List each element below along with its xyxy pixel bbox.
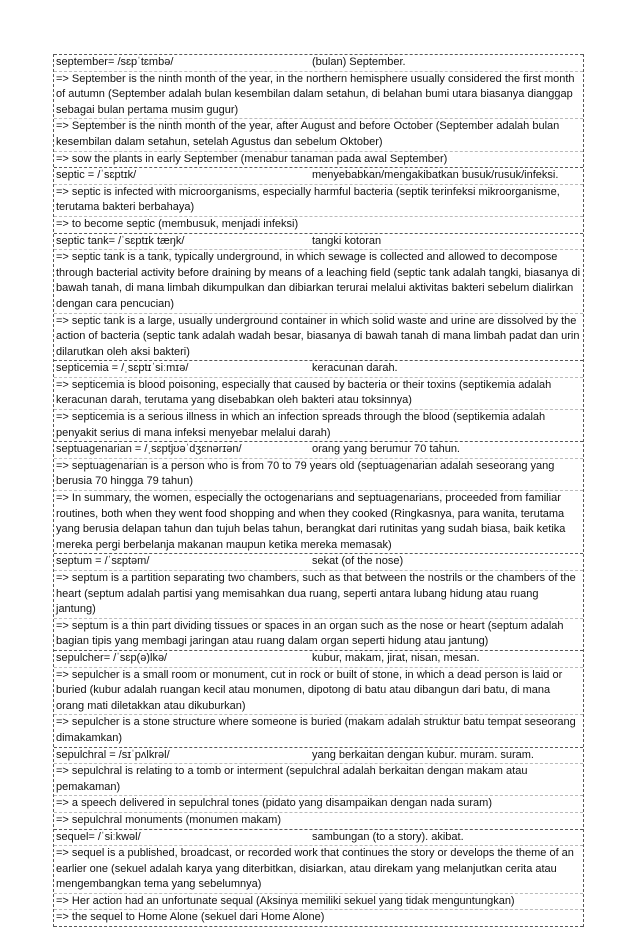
dictionary-entry: [54, 650, 583, 747]
entry-example: => sow the plants in early September (menabur tanaman pada awal September): [54, 151, 583, 168]
entry-example: => In summary, the women, especially the octogenarians and septuagenarians, proceeded from familiar routines, both when they went food shopping and when they cooked (Ringkasnya, para wanita, terutama yang berusia delapan tahun dan tujuh belas tahun, berangkat dari rutinitas yang sudah biasa, baik ketika mereka pergi berbelanja makanan maupun ketika mereka memasak): [54, 490, 583, 553]
entry-meaning: sambungan (to a story). akibat.: [312, 830, 581, 846]
entry-example: => sequel is a published, broadcast, or recorded work that continues the story or develops the theme of an earlier one (sekuel adalah karya yang diterbitkan, disiarkan, atau direkam yang melanjutkan cerita atau mengembangkan tema yang sebelumnya): [54, 845, 583, 893]
entry-example: => septum is a thin part dividing tissues or spaces in an organ such as the nose or heart (septum adalah bagian tipis yang membagi jaringan atau ruang dalam organ seperti hidung atau jantung): [54, 618, 583, 650]
entry-heading: [54, 234, 583, 250]
entry-example: => a speech delivered in sepulchral tones (pidato yang disampaikan dengan nada suram): [54, 795, 583, 812]
entry-example: => September is the ninth month of the year, after August and before October (September adalah bulan kesembilan dalam setahun, setelah Agustus dan sebelum Oktober): [54, 118, 583, 150]
entry-meaning: kubur, makam, jirat, nisan, mesan.: [312, 651, 581, 667]
entry-term: septum = /ˈsɛptəm/: [56, 554, 312, 570]
dictionary-entry: [54, 441, 583, 553]
entry-meaning: tangki kotoran: [312, 234, 581, 250]
entry-example: => septic is infected with microorganisms, especially harmful bacteria (septik terinfeksi mikroorganisme, terutama bakteri berbahaya): [54, 184, 583, 216]
entry-example: => sepulchral is relating to a tomb or interment (sepulchral adalah berkaitan dengan makam atau pemakaman): [54, 763, 583, 795]
entry-heading: [54, 554, 583, 570]
dictionary-document: [53, 54, 584, 927]
entry-heading: [54, 442, 583, 458]
entry-example: => septuagenarian is a person who is from 70 to 79 years old (septuagenarian adalah seseorang yang berusia 70 hingga 79 tahun): [54, 458, 583, 490]
entry-example: => the sequel to Home Alone (sekuel dari Home Alone): [54, 909, 583, 926]
entry-term: septicemia = /ˌsɛptɪˈsiːmɪə/: [56, 361, 312, 377]
entry-heading: [54, 55, 583, 71]
dictionary-entry: [54, 360, 583, 441]
entry-example: => sepulcher is a stone structure where someone is buried (makam adalah struktur batu tempat seseorang dimakamkan): [54, 714, 583, 746]
entry-meaning: (bulan) September.: [312, 55, 581, 71]
entry-example: => septic tank is a large, usually underground container in which solid waste and urine are dissolved by the action of bacteria (septic tank adalah wadah besar, biasanya di bawah tanah di mana limbah padat dan urin dilarutkan oleh aksi bakteri): [54, 313, 583, 361]
entry-term: septuagenarian = /ˌsɛptjʊəˈdʒɛnərɪən/: [56, 442, 312, 458]
entry-meaning: menyebabkan/mengakibatkan busuk/rusuk/infeksi.: [312, 168, 581, 184]
entry-term: septic = /ˈsɛptɪk/: [56, 168, 312, 184]
entry-meaning: yang berkaitan dengan kubur. muram. suram.: [312, 748, 581, 764]
entry-example: => septicemia is a serious illness in which an infection spreads through the blood (septikemia adalah penyakit serius di mana infeksi menyebar melalui darah): [54, 409, 583, 441]
entry-meaning: sekat (of the nose): [312, 554, 581, 570]
dictionary-entry: [54, 829, 583, 927]
entry-heading: [54, 748, 583, 764]
dictionary-entry: [54, 553, 583, 650]
entry-example: => septum is a partition separating two chambers, such as that between the nostrils or the chambers of the heart (septum adalah partisi yang memisahkan dua ruang, seperti antara lubang hidung atau ruang jantung): [54, 570, 583, 618]
dictionary-entry: [54, 233, 583, 361]
entry-meaning: orang yang berumur 70 tahun.: [312, 442, 581, 458]
entry-example: => September is the ninth month of the year, in the northern hemisphere usually considered the first month of autumn (September adalah bulan kesembilan dalam setahun, di belahan bumi utara biasanya dianggap sebagai bulan pertama musim gugur): [54, 71, 583, 119]
entry-heading: [54, 168, 583, 184]
entry-example: => sepulchral monuments (monumen makam): [54, 812, 583, 829]
entry-term: sepulcher= /ˈsɛp(ə)lkə/: [56, 651, 312, 667]
entry-term: septic tank= /ˈsɛptɪk tæŋk/: [56, 234, 312, 250]
dictionary-entry: [54, 747, 583, 829]
entry-term: september= /sɛpˈtɛmbə/: [56, 55, 312, 71]
entry-heading: [54, 361, 583, 377]
entry-heading: [54, 830, 583, 846]
entry-meaning: keracunan darah.: [312, 361, 581, 377]
entry-term: sequel= /ˈsiːkwəl/: [56, 830, 312, 846]
dictionary-entry: [54, 54, 583, 167]
dictionary-entry: [54, 167, 583, 232]
entry-example: => sepulcher is a small room or monument, cut in rock or built of stone, in which a dead person is laid or buried (kubur adalah ruangan kecil atau monumen, dipotong di batu atau dibangun dari batu, di mana orang mati diletakkan atau dikuburkan): [54, 667, 583, 715]
entry-example: => Her action had an unfortunate sequal (Aksinya memiliki sekuel yang tidak menguntungkan): [54, 893, 583, 910]
entry-example: => septicemia is blood poisoning, especially that caused by bacteria or their toxins (septikemia adalah keracunan darah, terutama yang disebabkan oleh bakteri atau toksinnya): [54, 377, 583, 409]
entry-term: sepulchral = /sɪˈpʌlkrəl/: [56, 748, 312, 764]
entry-example: => septic tank is a tank, typically underground, in which sewage is collected and allowed to decompose through bacterial activity before draining by means of a leaching field (septic tank adalah tangki, biasanya di bawah tanah, di mana limbah dikumpulkan dan dibiarkan terurai melalui aktivitas bakteri sebelum dialirkan dengan cara pencucian): [54, 249, 583, 312]
entry-heading: [54, 651, 583, 667]
entry-example: => to become septic (membusuk, menjadi infeksi): [54, 216, 583, 233]
